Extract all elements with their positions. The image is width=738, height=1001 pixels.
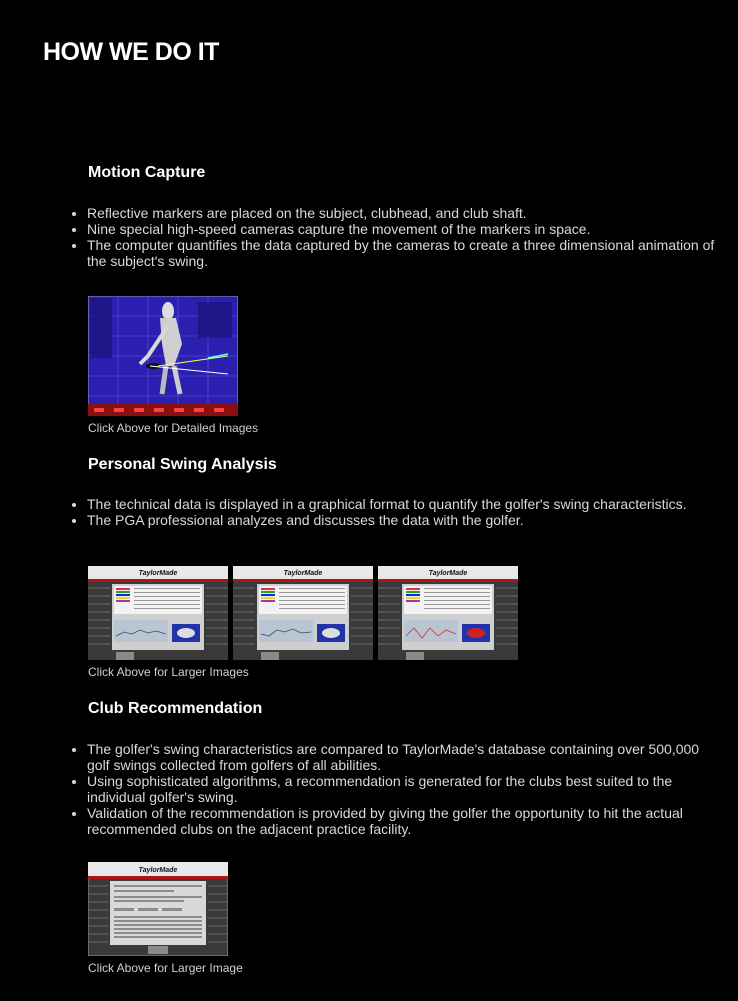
club-recommendation-bullet-list <box>64 741 717 837</box>
swing-analysis-thumbnail-1[interactable] <box>88 566 228 660</box>
taylormade-logo: TaylorMade <box>428 570 468 577</box>
swing-analysis-thumbnail-3[interactable] <box>378 566 518 660</box>
swing-report-image <box>233 566 373 660</box>
list-item: • The technical data is displayed in a graphical format to quantify the golfer's swing characteristics. <box>87 496 717 512</box>
motion-capture-caption: Click Above for Detailed Images <box>88 421 259 435</box>
list-item: • Nine special high-speed cameras capture the movement of the markers in space. <box>87 221 717 237</box>
swing-report-image <box>378 566 518 660</box>
swing-analysis-caption: Click Above for Larger Images <box>88 665 249 679</box>
club-recommendation-thumbnail[interactable] <box>88 862 228 956</box>
list-item: • Reflective markers are placed on the subject, clubhead, and club shaft. <box>87 205 717 221</box>
section-title-personal-swing-analysis: Personal Swing Analysis <box>88 456 277 473</box>
taylormade-logo: TaylorMade <box>138 570 178 577</box>
motion-capture-thumbnail[interactable] <box>88 296 238 416</box>
list-item: • The PGA professional analyzes and discusses the data with the golfer. <box>87 512 717 528</box>
section-title-motion-capture: Motion Capture <box>88 164 206 181</box>
list-item: • The computer quantifies the data captured by the cameras to create a three dimensional animation of the subject's swing. <box>87 237 717 269</box>
swing-analysis-thumbnail-2[interactable] <box>233 566 373 660</box>
club-report-image <box>88 862 228 956</box>
page-title: HOW WE DO IT <box>43 38 219 66</box>
taylormade-logo: TaylorMade <box>283 570 323 577</box>
list-item: • Using sophisticated algorithms, a recommendation is generated for the clubs best suited to the individual golfer's swing. <box>87 773 717 805</box>
club-recommendation-caption: Click Above for Larger Image <box>88 961 243 975</box>
swing-report-image <box>88 566 228 660</box>
motion-capture-bullet-list <box>64 205 717 269</box>
motion-capture-image <box>88 296 238 416</box>
list-item: • Validation of the recommendation is provided by giving the golfer the opportunity to hit the actual recommended clubs on the adjacent practice facility. <box>87 805 717 837</box>
section-title-club-recommendation: Club Recommendation <box>88 700 263 717</box>
taylormade-logo: TaylorMade <box>138 867 178 874</box>
list-item: • The golfer's swing characteristics are compared to TaylorMade's database containing over 500,000 golf swings collected from golfers of all abilities. <box>87 741 717 773</box>
swing-analysis-bullet-list <box>64 496 717 528</box>
